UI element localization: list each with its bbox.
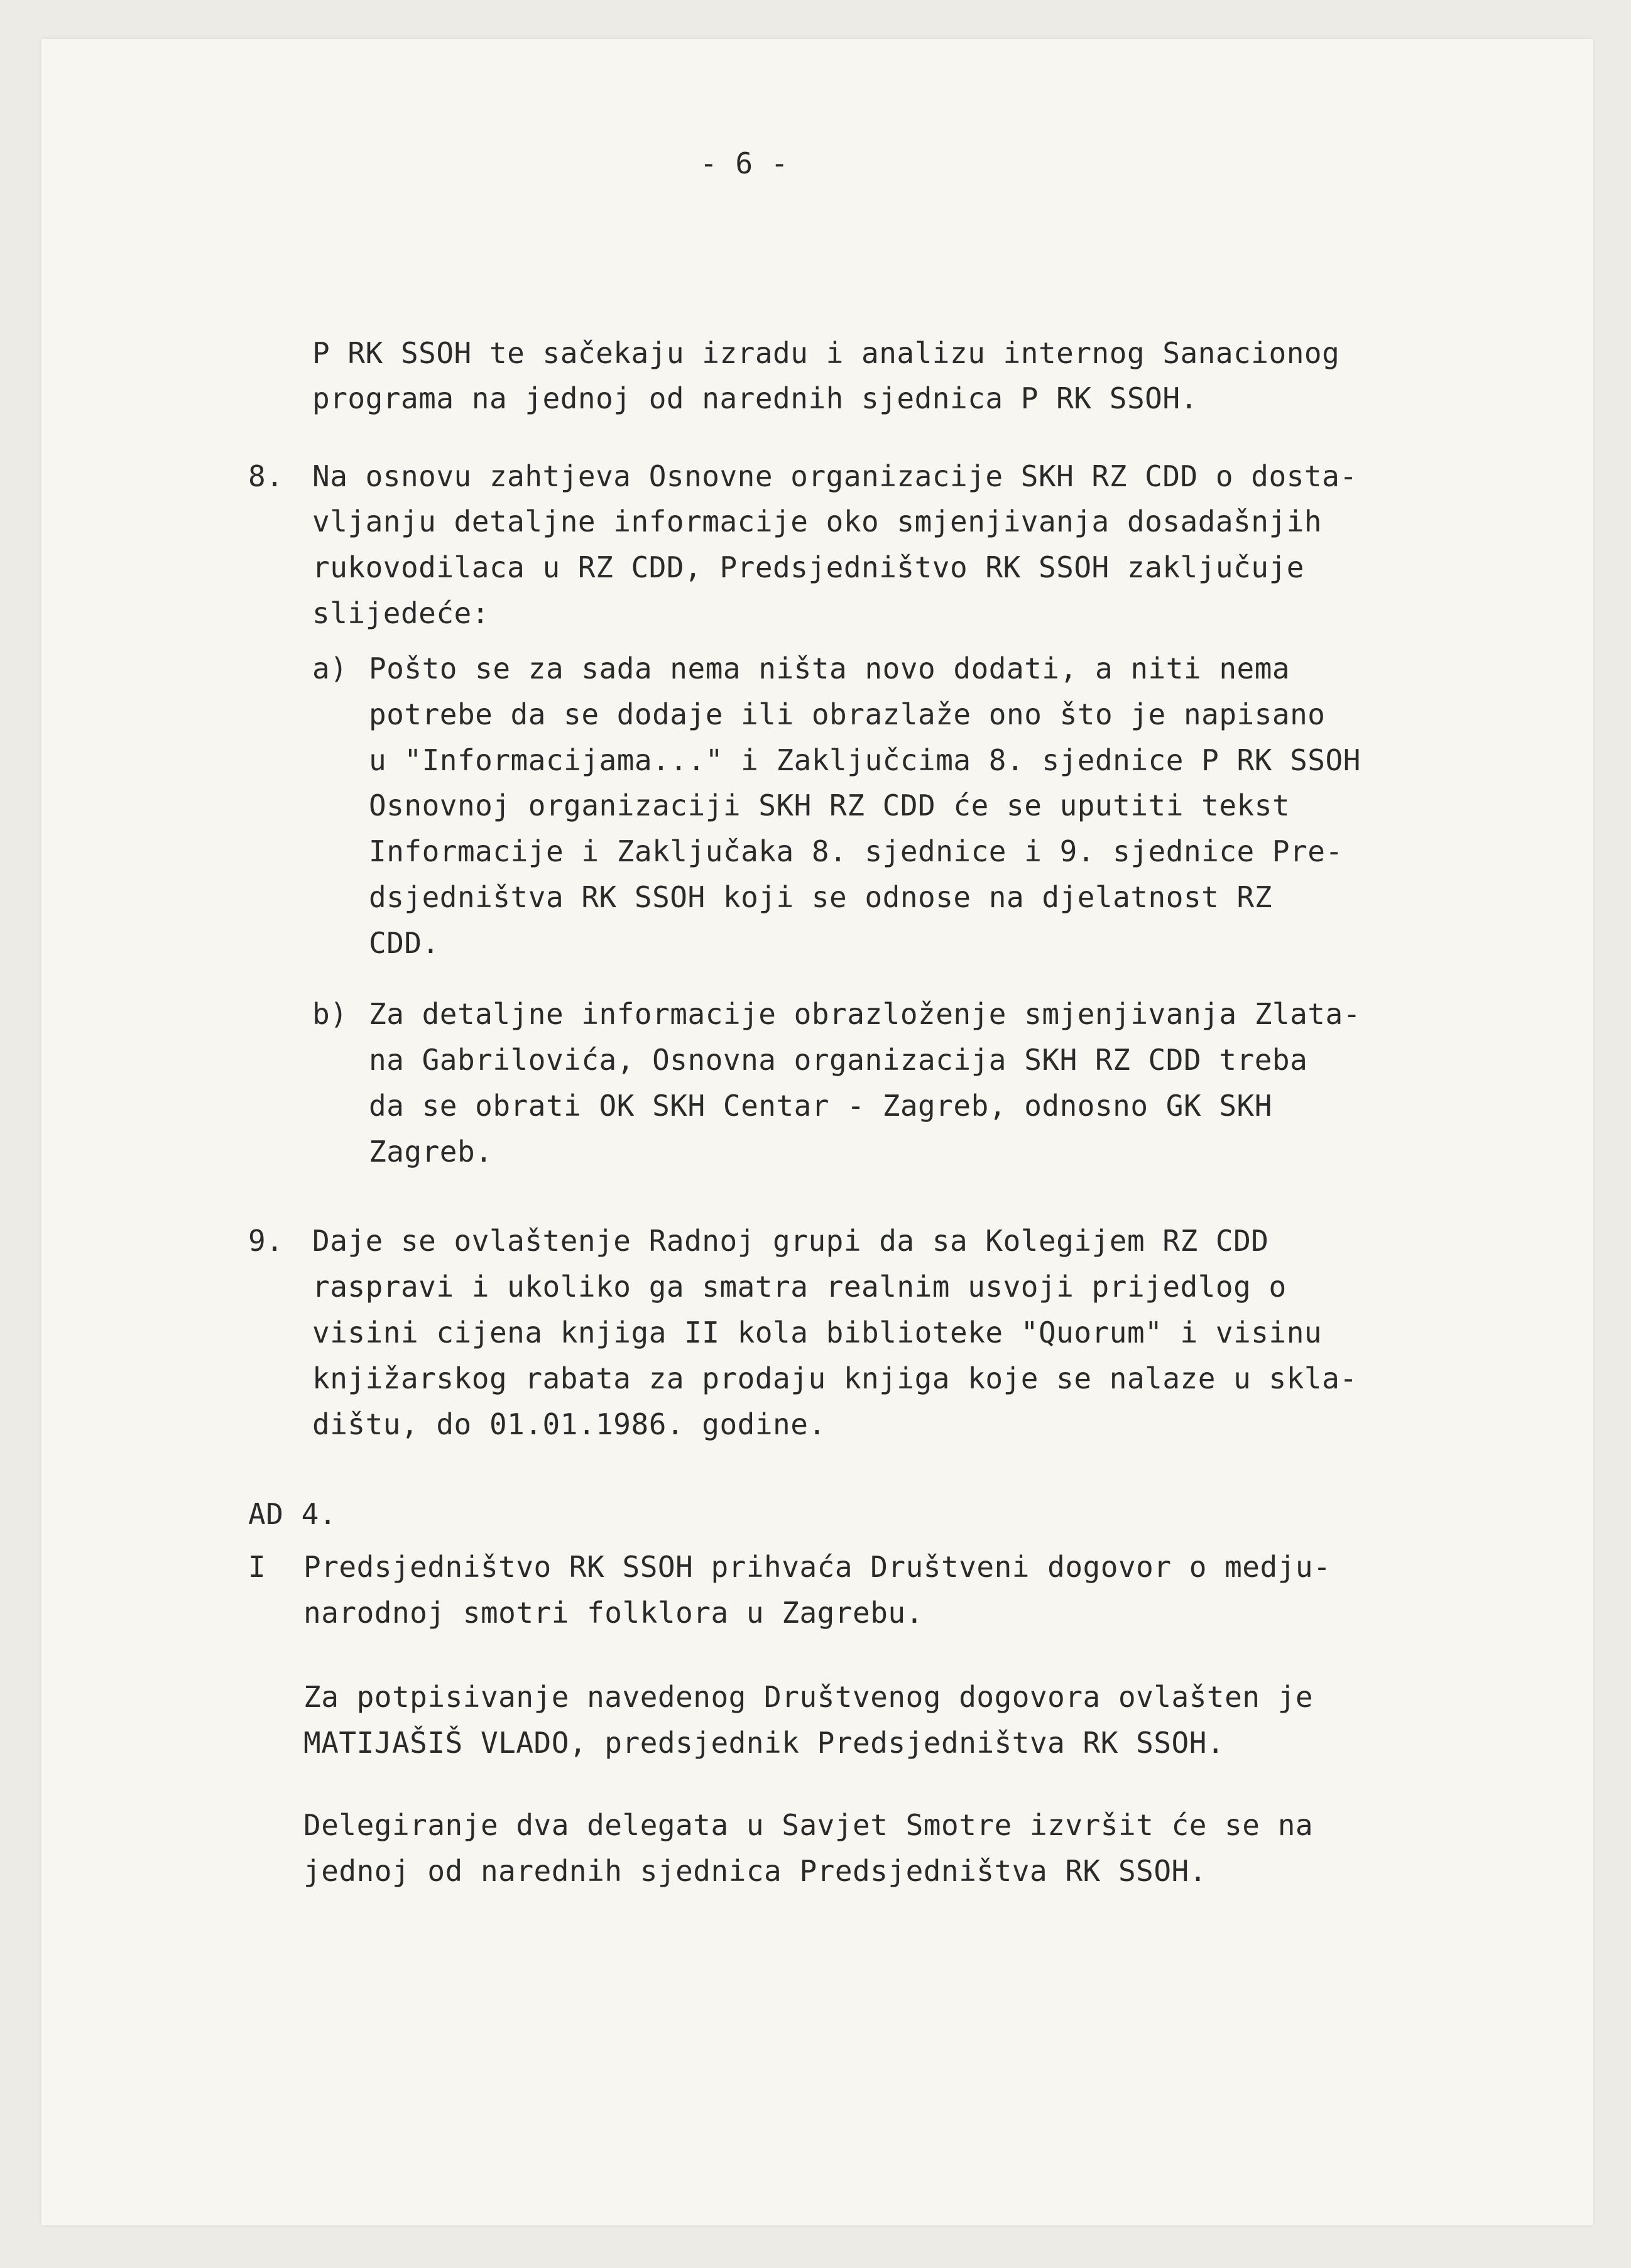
- item-8a-line: Informacije i Zaključaka 8. sjednice i 9. sjednice Pre-: [369, 834, 1343, 868]
- ad4-para3-line: jednoj od narednih sjednica Predsjedništva RK SSOH.: [303, 1854, 1207, 1888]
- item-8b-line: Zagreb.: [369, 1135, 493, 1169]
- item-9-line: dištu, do 01.01.1986. godine.: [312, 1407, 826, 1441]
- intro-line: programa na jednoj od narednih sjednica P RK SSOH.: [312, 381, 1198, 415]
- ad4-para2-line: MATIJAŠIŠ VLADO, predsjednik Predsjedništva RK SSOH.: [303, 1726, 1225, 1760]
- item-8-line: vljanju detaljne informacije oko smjenjivanja dosadašnjih: [312, 504, 1323, 538]
- item-8a-line: u "Informacijama..." i Zaključcima 8. sjednice P RK SSOH: [369, 743, 1361, 777]
- item-8-line: slijedeće:: [312, 596, 489, 630]
- item-8b-line: da se obrati OK SKH Centar - Zagreb, odnosno GK SKH: [369, 1089, 1272, 1123]
- ad4-heading: AD 4.: [248, 1497, 337, 1531]
- item-8b-line: na Gabrilovića, Osnovna organizacija SKH RZ CDD treba: [369, 1043, 1308, 1077]
- item-9-line: Daje se ovlaštenje Radnoj grupi da sa Kolegijem RZ CDD: [312, 1224, 1269, 1258]
- item-8a-line: dsjedništva RK SSOH koji se odnose na djelatnost RZ: [369, 880, 1272, 914]
- item-8b-line: Za detaljne informacije obrazloženje smjenjivanja Zlata-: [369, 997, 1361, 1031]
- item-9-line: knjižarskog rabata za prodaju knjiga koje se nalaze u skla-: [312, 1361, 1358, 1395]
- item-8-number: 8.: [248, 459, 284, 493]
- ad4-marker: I: [248, 1550, 266, 1584]
- item-8a-marker: a): [312, 652, 348, 685]
- item-9-line: raspravi i ukoliko ga smatra realnim usvoji prijedlog o: [312, 1270, 1287, 1304]
- intro-line: P RK SSOH te sačekaju izradu i analizu internog Sanacionog: [312, 336, 1340, 370]
- item-8-line: Na osnovu zahtjeva Osnovne organizacije SKH RZ CDD o dosta-: [312, 459, 1358, 493]
- item-8a-line: potrebe da se dodaje ili obrazlaže ono što je napisano: [369, 697, 1326, 731]
- item-8a-line: CDD.: [369, 926, 440, 960]
- item-8-line: rukovodilaca u RZ CDD, Predsjedništvo RK SSOH zaključuje: [312, 550, 1304, 584]
- ad4-para1-line: narodnoj smotri folklora u Zagrebu.: [303, 1596, 924, 1630]
- item-9-number: 9.: [248, 1224, 284, 1258]
- item-8a-line: Pošto se za sada nema ništa novo dodati, a niti nema: [369, 652, 1290, 685]
- page-number: - 6 -: [700, 146, 788, 180]
- ad4-para2-line: Za potpisivanje navedenog Društvenog dogovora ovlašten je: [303, 1680, 1314, 1714]
- ad4-para1-line: Predsjedništvo RK SSOH prihvaća Društveni dogovor o medju-: [303, 1550, 1331, 1584]
- ad4-para3-line: Delegiranje dva delegata u Savjet Smotre izvršit će se na: [303, 1808, 1314, 1842]
- item-8b-marker: b): [312, 997, 348, 1031]
- item-8a-line: Osnovnoj organizaciji SKH RZ CDD će se uputiti tekst: [369, 788, 1290, 822]
- item-9-line: visini cijena knjiga II kola biblioteke "Quorum" i visinu: [312, 1316, 1323, 1349]
